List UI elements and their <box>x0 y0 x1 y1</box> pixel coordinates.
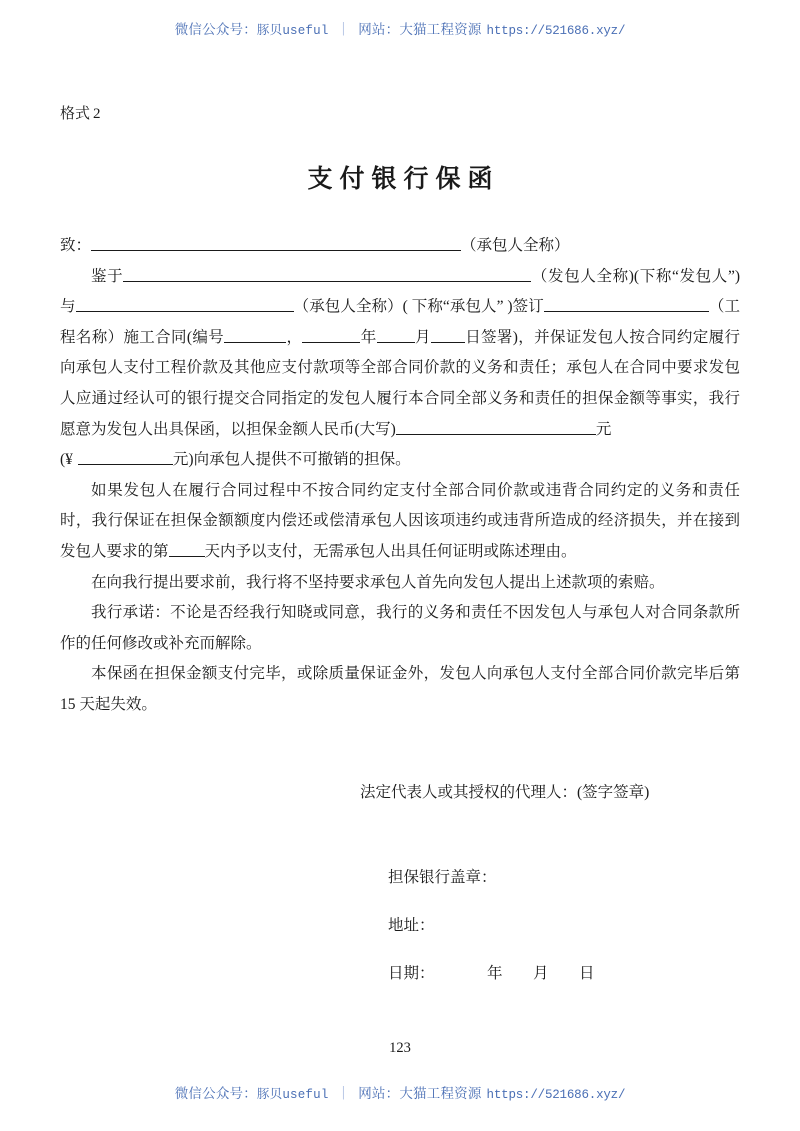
guarantee-amount-words-blank <box>396 419 596 435</box>
currency-close: 元)向承包人提供不可撤销的担保。 <box>172 451 411 469</box>
recipient-suffix: （承包人全称） <box>461 237 570 254</box>
page-number: 123 <box>389 1040 411 1056</box>
address-line: 地址： <box>388 917 435 934</box>
watermark-separator-footer: ｜ <box>336 1086 351 1101</box>
recital-body: 日签署)，并保证发包人按合同约定履行向承包人支付工程价款及其他应支付款项等全部合同价款的义务和责任；承包人在合同中要求发包人应通过经认可的银行提交合同指定的发包人履行本合同全部义务和责任的担保金额等事实，我行愿意为发包人出具保函，以担保金额人民币(大写) <box>60 328 740 438</box>
date-label: 日期： <box>388 965 435 982</box>
watermark-url: https://521686.xyz/ <box>486 24 626 38</box>
recital-yuan: 元 <box>595 420 612 438</box>
recital-month: 月 <box>414 328 431 346</box>
employer-name-blank <box>123 266 531 282</box>
watermark-separator: ｜ <box>336 22 351 37</box>
currency-line <box>60 445 740 476</box>
bank-seal-line: 担保银行盖章： <box>388 869 497 886</box>
expiry-paragraph: 本保函在担保金额支付完毕，或除质量保证金外，发包人向承包人支付全部合同价款完毕后第 15 天起失效。 <box>60 665 740 713</box>
sign-month-blank <box>377 327 415 343</box>
recipient-line <box>60 231 740 262</box>
payment-default-after: 天内予以支付，无需承包人出具任何证明或陈述理由。 <box>204 542 577 560</box>
recital-project-suffix: （工程名称）施工合同(编号 <box>60 298 740 346</box>
watermark-header <box>0 18 800 38</box>
recital-yu: 与 <box>60 298 76 316</box>
watermark-wechat-label: 微信公众号： <box>174 22 257 37</box>
payment-default-paragraph <box>60 476 740 568</box>
recital-lead: 鉴于 <box>91 267 124 285</box>
undertaking-paragraph: 我行承诺：不论是否经我行知晓或同意，我行的义务和责任不因发包人与承包人对合同条款所作的任何修改或补充而解除。 <box>60 604 740 652</box>
recital-comma: ， <box>286 328 303 346</box>
form-label <box>60 104 740 125</box>
date-month: 月 <box>533 965 549 982</box>
recital-contractor-suffix: （承包人全称）( 下称“承包人” )签订 <box>293 298 544 316</box>
project-name-blank <box>544 296 709 312</box>
date-day: 日 <box>579 965 595 982</box>
date-line <box>388 961 595 983</box>
recital-paragraph <box>60 262 740 446</box>
watermark-site-name-footer: 大猫工程资源 <box>399 1086 482 1101</box>
document-content <box>60 104 740 721</box>
watermark-wechat-name: 豚贝useful <box>256 24 329 38</box>
legal-representative-line: 法定代表人或其授权的代理人：(签字签章) <box>360 784 650 801</box>
recital-employer-suffix: （发包人全称)(下称“发包人”) <box>531 267 740 285</box>
watermark-url-footer: https://521686.xyz/ <box>486 1088 626 1102</box>
watermark-site-name: 大猫工程资源 <box>399 22 482 37</box>
sign-year-blank <box>302 327 360 343</box>
signature-block <box>388 865 595 983</box>
guarantee-amount-figures-blank <box>78 449 173 465</box>
watermark-wechat-label-footer: 微信公众号： <box>174 1086 257 1101</box>
currency-open: (¥ <box>60 451 73 469</box>
watermark-site-label: 网站： <box>358 22 400 37</box>
recipient-prefix: 致： <box>60 237 92 254</box>
form-label-text: 格式 <box>60 106 91 122</box>
page-title: 支付银行保函 <box>307 166 500 193</box>
claim-order-paragraph: 在向我行提出要求前，我行将不坚持要求承包人首先向发包人提出上述款项的索赔。 <box>91 573 665 591</box>
sign-day-blank <box>431 327 465 343</box>
recital-year: 年 <box>360 328 377 346</box>
payment-default-before: 如果发包人在履行合同过程中不按合同约定支付全部合同价款或违背合同约定的义务和责任时，我行保证在担保金额额度内偿还或偿清承包人因该项违约或违背所造成的经济损失，并在接到发包人要求的第 <box>60 481 740 560</box>
watermark-site-label-footer: 网站： <box>358 1086 400 1101</box>
contractor-name-blank <box>76 296 294 312</box>
payment-days-blank <box>169 541 205 557</box>
form-label-number: 2 <box>93 106 101 122</box>
watermark-footer <box>0 1082 800 1102</box>
recipient-blank <box>91 235 461 251</box>
contract-number-blank <box>224 327 286 343</box>
watermark-wechat-name-footer: 豚贝useful <box>256 1088 329 1102</box>
date-year: 年 <box>487 965 503 982</box>
